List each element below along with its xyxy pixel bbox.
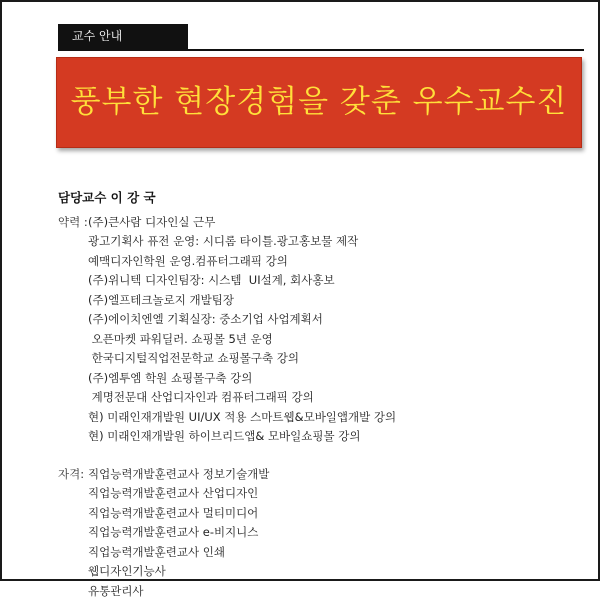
career-item-row <box>58 388 578 408</box>
career-item: (주)에이치엔엘 기획실장: 중소기업 사업계획서 <box>88 312 323 327</box>
professor-name: 담당교수 이 강 국 <box>58 190 156 205</box>
career-item: 현) 미래인재개발원 UI/UX 적용 스마트웹&모바일앱개발 강의 <box>88 409 397 424</box>
certification-list <box>58 464 578 601</box>
career-item-row <box>58 290 578 310</box>
career-item: 예맥디자인학원 운영.컴퓨터그래픽 강의 <box>88 253 288 268</box>
certification-item: 직업능력개발훈련교사 멀티미디어 <box>88 505 259 520</box>
certification-item: 유통관리사 <box>88 583 144 598</box>
career-item-row <box>58 368 578 388</box>
certification-item-row <box>58 562 578 582</box>
career-item: (주)엘프테크놀로지 개발팀장 <box>88 292 234 307</box>
career-item: (주)큰사람 디자인실 근무 <box>88 214 216 229</box>
career-item-row <box>58 349 578 369</box>
career-item: 오픈마켓 파워딜러. 쇼핑몰 5년 운영 <box>88 331 273 346</box>
certification-item: 직업능력개발훈련교사 산업디자인 <box>88 486 259 501</box>
section-tab: 교수 안내 <box>58 24 188 49</box>
career-item-row <box>58 232 578 252</box>
certification-item-row <box>58 484 578 504</box>
career-item: (주)엠투엠 학원 쇼핑몰구축 강의 <box>88 370 253 385</box>
career-item: (주)위니텍 디자인팀장: 시스템 UI설계, 회사홍보 <box>88 273 335 288</box>
career-item: 현) 미래인재개발원 하이브리드앱& 모바일쇼핑몰 강의 <box>88 429 361 444</box>
career-item-row <box>58 251 578 271</box>
certification-item: 직업능력개발훈련교사 e-비지니스 <box>88 525 259 540</box>
career-item: 계명전문대 산업디자인과 컴퓨터그래픽 강의 <box>88 390 314 405</box>
certification-item-row <box>58 503 578 523</box>
certification-item: 웹디자인기능사 <box>88 564 166 579</box>
career-item-row <box>58 329 578 349</box>
career-item-row <box>58 407 578 427</box>
career-item-row <box>58 271 578 291</box>
professor-profile <box>58 188 578 601</box>
certification-item: 직업능력개발훈련교사 인쇄 <box>88 544 225 559</box>
career-item-row <box>58 212 578 232</box>
tab-underline <box>58 49 584 51</box>
career-item-row <box>58 310 578 330</box>
section-gap <box>58 446 578 464</box>
career-item: 광고기획사 퓨전 운영: 시디롬 타이틀.광고홍보물 제작 <box>88 234 359 249</box>
career-label: 약력 : <box>58 214 88 229</box>
certification-item-row <box>58 581 578 601</box>
certification-item-row <box>58 542 578 562</box>
certification-item-row <box>58 523 578 543</box>
career-item-row <box>58 427 578 447</box>
title-banner <box>56 57 582 148</box>
certification-label: 자격: <box>58 466 85 481</box>
certification-item-row <box>58 464 578 484</box>
career-list <box>58 212 578 446</box>
certification-item: 직업능력개발훈련교사 정보기술개발 <box>88 466 270 481</box>
banner-title: 풍부한 현장경험을 갖춘 우수교수진 <box>70 84 568 120</box>
career-item: 한국디지털직업전문학교 쇼핑몰구축 강의 <box>88 351 299 366</box>
